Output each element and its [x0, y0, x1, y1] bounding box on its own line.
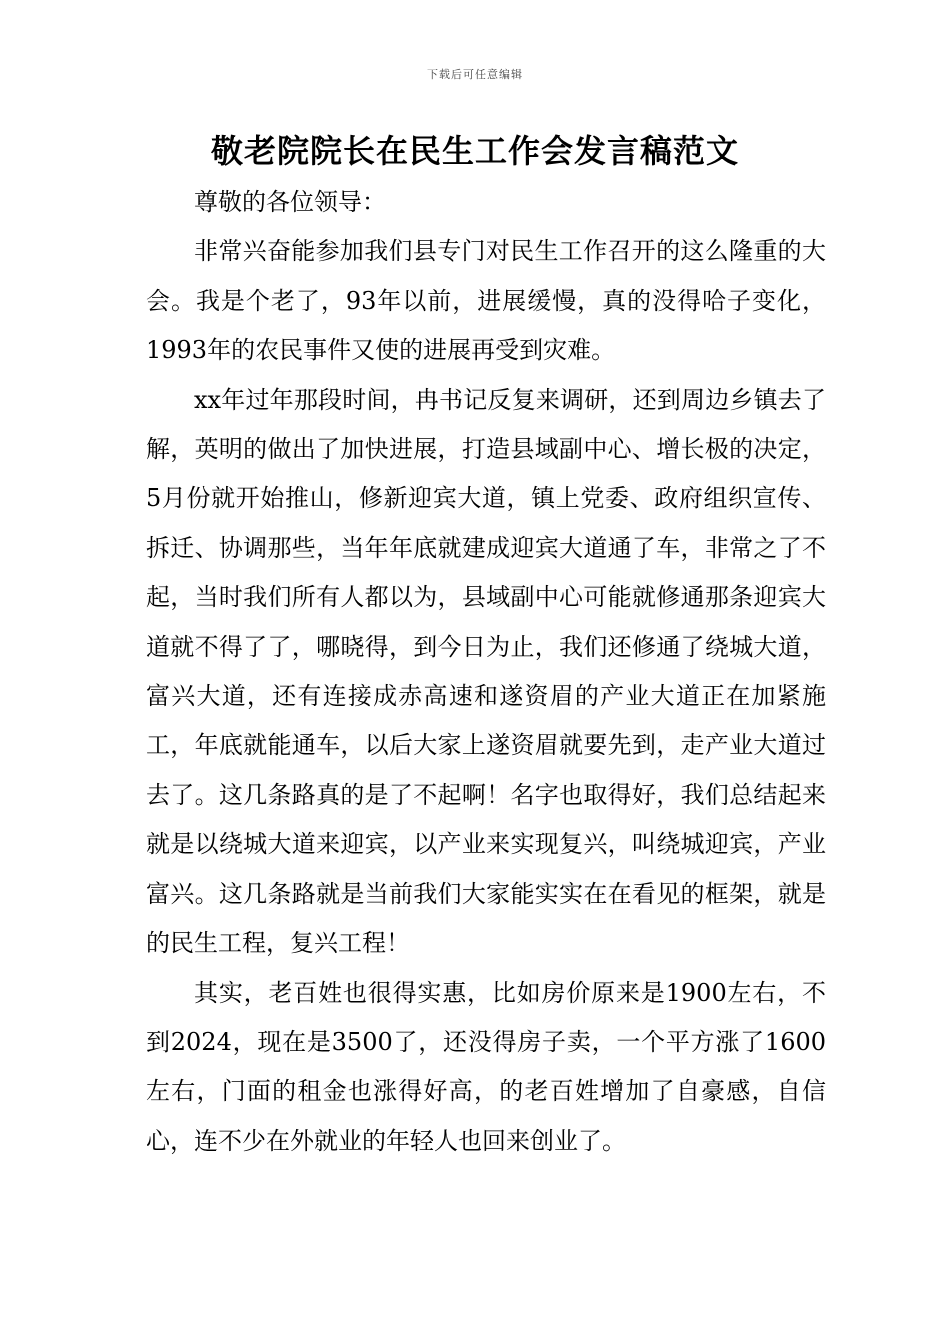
paragraph-1: 非常兴奋能参加我们县专门对民生工作召开的这么隆重的大会。我是个老了，93年以前，进展缓慢，真的没得哈子变化，1993年的农民事件又使的进展再受到灾难。: [146, 237, 826, 365]
paragraph-2: xx年过年那段时间，冉书记反复来调研，还到周边乡镇去了解，英明的做出了加快进展，打造县域副中心、增长极的决定，5月份就开始推山，修新迎宾大道，镇上党委、政府组织宣传、拆迁、协调那些，当年年底就建成迎宾大道通了车，非常之了不起，当时我们所有人都以为，县域副中心可能就修通那条迎宾大道就不得了了，哪晓得，到今日为止，我们还修通了绕城大道，富兴大道，还有连接成赤高速和遂资眉的产业大道正在加紧施工，年底就能通车，以后大家上遂资眉就要先到，走产业大道过去了。这几条路真的是了不起啊！名字也取得好，我们总结起来就是以绕城大道来迎宾，以产业来实现复兴，叫绕城迎宾，产业富兴。这几条路就是当前我们大家能实实在在看见的框架，就是的民生工程，复兴工程！: [146, 385, 826, 958]
document-body: [146, 178, 826, 1166]
paragraph-3: 其实，老百姓也很得实惠，比如房价原来是1900左右，不到2024，现在是3500了，还没得房子卖，一个平方涨了1600左右，门面的租金也涨得好高，的老百姓增加了自豪感，自信心，连不少在外就业的年轻人也回来创业了。: [146, 978, 826, 1155]
document-title: 敬老院院长在民生工作会发言稿范文: [210, 132, 739, 170]
header-note: 下载后可任意编辑: [427, 68, 523, 81]
greeting: 尊敬的各位领导：: [194, 188, 386, 216]
